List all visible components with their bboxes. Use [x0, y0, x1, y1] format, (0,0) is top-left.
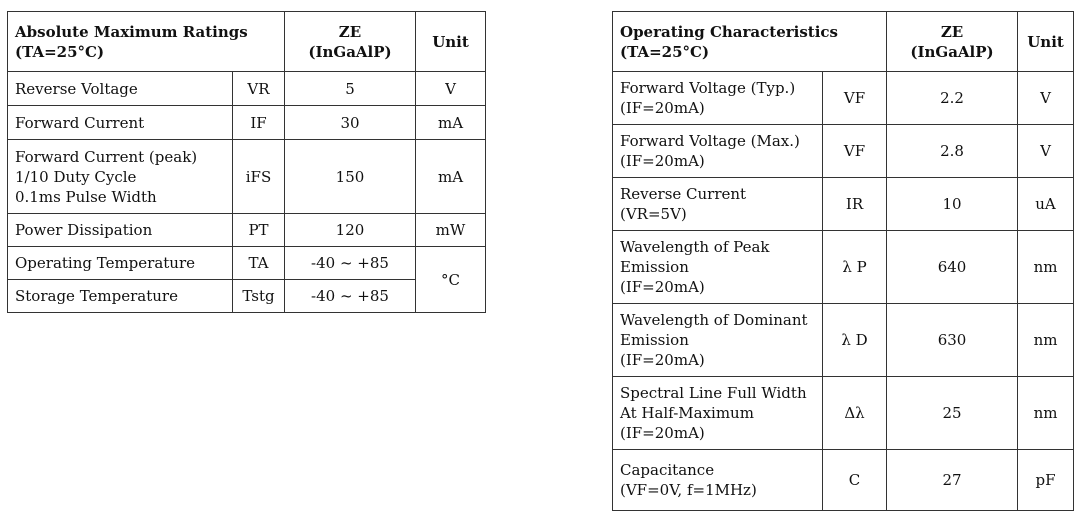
unit-cell: V — [1018, 125, 1074, 178]
table-header-row — [613, 12, 1074, 72]
unit-cell: mW — [416, 214, 486, 247]
symbol-cell: VR — [233, 72, 285, 106]
value-cell: 5 — [285, 72, 416, 106]
symbol-cell: VF — [823, 125, 887, 178]
product-column-header: ZE (InGaAlP) — [285, 12, 416, 72]
unit-cell: mA — [416, 106, 486, 140]
param-cell: Capacitance (VF=0V, f=1MHz) — [613, 450, 823, 511]
table-condition: (TA=25°C) — [15, 42, 105, 61]
param-cell: Storage Temperature — [8, 280, 233, 313]
table-row — [613, 125, 1074, 178]
symbol-cell: C — [823, 450, 887, 511]
unit-cell: nm — [1018, 231, 1074, 304]
value-cell: -40 ~ +85 — [285, 247, 416, 280]
table-row — [613, 377, 1074, 450]
unit-cell: °C — [416, 247, 486, 313]
value-cell: 27 — [887, 450, 1018, 511]
param-cell: Operating Temperature — [8, 247, 233, 280]
value-cell: 120 — [285, 214, 416, 247]
value-cell: -40 ~ +85 — [285, 280, 416, 313]
table-row — [613, 178, 1074, 231]
param-cell: Spectral Line Full Width At Half-Maximum (IF=20mA) — [613, 377, 823, 450]
value-cell: 640 — [887, 231, 1018, 304]
unit-cell: V — [416, 72, 486, 106]
param-cell: Forward Current (peak) 1/10 Duty Cycle 0.1ms Pulse Width — [8, 140, 233, 214]
table-row — [613, 231, 1074, 304]
symbol-cell: Tstg — [233, 280, 285, 313]
operating-characteristics-table — [612, 11, 1074, 511]
table-row — [613, 304, 1074, 377]
symbol-cell: IR — [823, 178, 887, 231]
product-column-header: ZE (InGaAlP) — [887, 12, 1018, 72]
unit-cell: nm — [1018, 377, 1074, 450]
table-row — [8, 72, 486, 106]
param-cell: Wavelength of Dominant Emission (IF=20mA) — [613, 304, 823, 377]
symbol-cell: VF — [823, 72, 887, 125]
unit-column-header: Unit — [1018, 12, 1074, 72]
table-header-row — [8, 12, 486, 72]
table-row — [8, 214, 486, 247]
unit-cell: pF — [1018, 450, 1074, 511]
value-cell: 2.8 — [887, 125, 1018, 178]
param-cell: Forward Voltage (Max.) (IF=20mA) — [613, 125, 823, 178]
param-cell: Power Dissipation — [8, 214, 233, 247]
param-cell: Forward Voltage (Typ.) (IF=20mA) — [613, 72, 823, 125]
absolute-max-ratings-table — [7, 11, 486, 313]
table-row — [613, 450, 1074, 511]
table-title: Operating Characteristics — [620, 22, 839, 41]
table-row — [8, 140, 486, 214]
table-title-cell — [8, 12, 285, 72]
symbol-cell: λ P — [823, 231, 887, 304]
value-cell: 10 — [887, 178, 1018, 231]
table-condition: (TA=25°C) — [620, 42, 710, 61]
table-row — [613, 72, 1074, 125]
symbol-cell: iFS — [233, 140, 285, 214]
table-title-cell — [613, 12, 887, 72]
unit-cell: uA — [1018, 178, 1074, 231]
table-row — [8, 280, 486, 313]
value-cell: 30 — [285, 106, 416, 140]
unit-cell: V — [1018, 72, 1074, 125]
value-cell: 630 — [887, 304, 1018, 377]
unit-cell: mA — [416, 140, 486, 214]
value-cell: 25 — [887, 377, 1018, 450]
symbol-cell: TA — [233, 247, 285, 280]
table-title: Absolute Maximum Ratings — [15, 22, 248, 41]
value-cell: 2.2 — [887, 72, 1018, 125]
value-cell: 150 — [285, 140, 416, 214]
param-cell: Reverse Voltage — [8, 72, 233, 106]
symbol-cell: PT — [233, 214, 285, 247]
unit-cell: nm — [1018, 304, 1074, 377]
param-cell: Forward Current — [8, 106, 233, 140]
symbol-cell: Δλ — [823, 377, 887, 450]
unit-column-header: Unit — [416, 12, 486, 72]
param-cell: Reverse Current (VR=5V) — [613, 178, 823, 231]
param-cell: Wavelength of Peak Emission (IF=20mA) — [613, 231, 823, 304]
table-row — [8, 247, 486, 280]
symbol-cell: λ D — [823, 304, 887, 377]
table-row — [8, 106, 486, 140]
symbol-cell: IF — [233, 106, 285, 140]
